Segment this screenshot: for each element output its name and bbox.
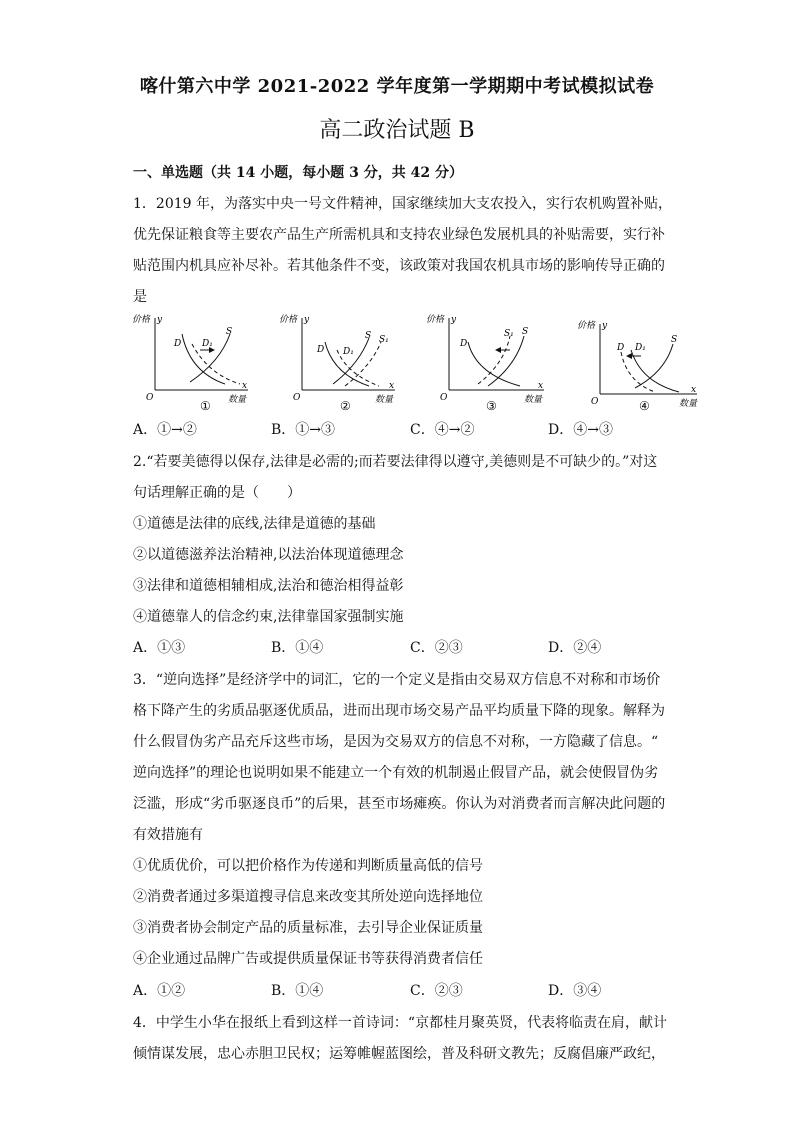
x-axis-symbol: x [538,381,544,391]
curve-label-s1: S₁ [379,335,389,345]
x-axis-symbol: x [389,381,395,391]
supply-curve-new [478,336,510,384]
q2-option-b[interactable]: B．①④ [271,640,324,656]
x-axis-label: 数量 [228,395,247,405]
exam-subtitle: 高二政治试题 B [319,118,475,143]
q1-line: 贴范围内机具应补尽补。若其他条件不变，该政策对我国农机具市场的影响传导正确的 [133,258,665,274]
curve-label-d: D [617,343,625,353]
q3-statement: ①优质优价，可以把价格作为传递和判断质量高低的信号 [133,858,483,874]
q3-line: 什么假冒伪劣产品充斥这些市场，是因为交易双方的信息不对称，一方隐藏了信息。“ [133,734,659,750]
q2-statement: ③法律和道德相辅相成,法治和德治相得益彰 [133,578,404,594]
origin-label: O [146,393,154,403]
supply-demand-graph-1 [130,312,250,416]
section-heading: 一、单选题（共 14 小题，每小题 3 分，共 42 分） [133,165,463,181]
graph-number: ③ [486,399,497,412]
q2-option-d[interactable]: D．②④ [548,640,602,656]
demand-curve-new [192,344,240,384]
q1-line: 是 [133,289,147,305]
q3-option-b[interactable]: B．①④ [271,983,324,999]
curve-label-d: D [460,339,468,349]
x-axis-symbol: x [691,385,697,395]
q3-line: 泛滥，形成“劣币驱逐良币”的后果，甚至市场瘫痪。你认为对消费者而言解决此问题的 [133,796,666,812]
q2-statement: ④道德靠人的信念约束,法律靠国家强制实施 [133,609,404,625]
q3-statement: ②消费者通过多渠道搜寻信息来改变其所处逆向选择地位 [133,889,483,905]
graph-number: ① [200,399,211,412]
q1-option-c[interactable]: C．④→② [410,422,475,438]
supply-demand-graph-3 [424,312,549,416]
x-axis-label: 数量 [375,395,394,405]
q3-line: 格下降产生的劣质品驱逐优质品，进而出现市场交易产品平均质量下降的现象。解释为 [133,703,665,719]
curve-label-d: D [317,345,325,355]
curve-label-d1: D₁ [343,347,354,357]
q1-option-a[interactable]: A．①→② [133,422,197,438]
y-axis-label: 价格 [279,315,298,325]
curve-label-s: S [365,331,372,341]
curve-label-s: S [226,327,233,337]
y-axis-symbol: y [602,321,608,331]
q2-option-a[interactable]: A．①③ [133,640,186,656]
q3-statement: ③消费者协会制定产品的质量标准，去引导企业保证质量 [133,920,483,936]
q1-option-b[interactable]: B．①→③ [271,422,336,438]
q3-option-a[interactable]: A．①② [133,983,186,999]
q3-line: 逆向选择”的理论也说明如果不能建立一个有效的机制遏止假冒产品，就会使假冒伪劣 [133,765,659,781]
q2-option-c[interactable]: C．②③ [410,640,463,656]
y-axis-label: 价格 [426,315,445,325]
x-axis-symbol: x [242,381,248,391]
q3-option-d[interactable]: D．③④ [548,983,602,999]
origin-label: O [293,393,301,403]
y-axis-symbol: y [157,315,163,325]
x-axis-label: 数量 [679,399,698,409]
q1-line: 优先保证粮食等主要农产品生产所需机具和支持农业绿色发展机具的补贴需要，实行补 [133,227,665,243]
supply-curve [488,336,524,386]
origin-label: O [591,397,599,407]
y-axis-label: 价格 [132,315,151,325]
curve-label-s1: S₁ [504,329,514,339]
curve-label-d: D [174,339,182,349]
q3-line: 有效措施有 [133,827,203,843]
x-axis-label: 数量 [524,395,543,405]
graph-number: ② [340,399,351,412]
q2-line: 2.“若要美德得以保存,法律是必需的;而若要法律得以遵守,美德则是不可缺少的。”对这 [133,454,658,470]
q2-statement: ①道德是法律的底线,法律是道德的基础 [133,516,376,532]
y-axis-label: 价格 [577,321,596,331]
curve-label-d1: D₁ [635,343,646,353]
origin-label: O [440,393,448,403]
graph-number: ④ [639,399,650,412]
exam-title: 喀什第六中学 2021-2022 学年度第一学期期中考试模拟试卷 [139,76,655,97]
y-axis-symbol: y [304,315,310,325]
q2-statement: ②以道德滋养法治精神,以法治体现道德理念 [133,547,404,563]
supply-demand-graph-2 [277,312,397,416]
demand-curve [468,342,520,386]
y-axis-symbol: y [451,315,457,325]
curve-label-s: S [671,335,678,345]
supply-demand-graph-4 [575,312,705,416]
curve-label-s: S [522,327,529,337]
q3-option-c[interactable]: C．②③ [410,983,463,999]
curve-label-d1: D₁ [202,339,213,349]
q4-line: 倾情谋发展，忠心赤胆卫民权；运筹帷幄蓝图绘，普及科研文教先；反腐倡廉严政纪， [133,1046,665,1062]
q2-line: 句话理解正确的是（ ） [133,485,301,501]
q4-line: 4．中学生小华在报纸上看到这样一首诗词：“京都桂月聚英贤，代表将临责在肩，献计 [133,1015,668,1031]
q1-line: 1．2019 年，为落实中央一号文件精神，国家继续加大支农投入，实行农机购置补贴， [133,196,672,212]
q3-line: 3．“逆向选择”是经济学中的词汇，它的一个定义是指由交易双方信息不对称和市场价 [133,672,661,688]
q3-statement: ④企业通过品牌广告或提供质量保证书等获得消费者信任 [133,951,483,967]
q1-option-d[interactable]: D．④→③ [548,422,613,438]
